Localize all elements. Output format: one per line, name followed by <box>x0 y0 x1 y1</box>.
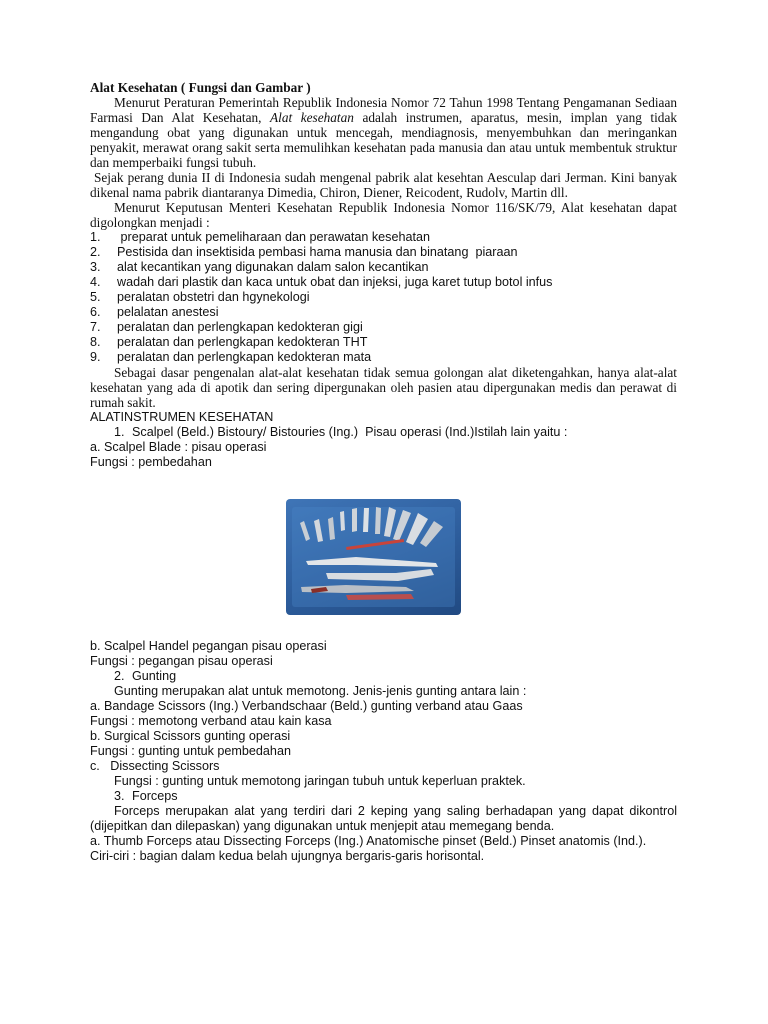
forceps-intro: Forceps merupakan alat yang terdiri dari 2 keping yang saling berhadapan yang dapat dikontrol (dijepitkan dan dilepaskan) yang digunakan untuk menjepit atau memegang benda. <box>90 804 677 833</box>
list-item: 3. alat kecantikan yang digunakan dalam salon kecantikan <box>90 260 429 274</box>
scalpel-blade-function: Fungsi : pembedahan <box>90 455 212 469</box>
list-item: 4. wadah dari plastik dan kaca untuk obat dan injeksi, juga karet tutup botol infus <box>90 275 553 289</box>
history-paragraph: Sejak perang dunia II di Indonesia sudah mengenal pabrik alat kesehtan Aesculap dari Jerman. Kini banyak dikenal nama pabrik diantaranya Dimedia, Chiron, Diener, Reicodent, Rudolv, Martin dll. <box>90 170 677 200</box>
document-title: Alat Kesehatan ( Fungsi dan Gambar ) <box>90 80 311 95</box>
intro-emphasis: Alat kesehatan <box>270 110 354 125</box>
thumb-forceps-item: a. Thumb Forceps atau Dissecting Forceps (Ing.) Anatomische pinset (Beld.) Pinset anatomis (Ind.). <box>90 834 647 848</box>
list-item: 1. preparat untuk pemeliharaan dan perawatan kesehatan <box>90 230 430 244</box>
dissecting-scissors-item: c. Dissecting Scissors <box>90 759 220 773</box>
scalpel-heading: 1. Scalpel (Beld.) Bistoury/ Bistouries (Ing.) Pisau operasi (Ind.)Istilah lain yaitu : <box>114 425 568 439</box>
forceps-heading: 3. Forceps <box>114 789 178 803</box>
thumb-forceps-characteristics: Ciri-ciri : bagian dalam kedua belah ujungnya bergaris-garis horisontal. <box>90 849 485 863</box>
list-item: 9. peralatan dan perlengkapan kedokteran mata <box>90 350 372 364</box>
list-item: 8. peralatan dan perlengkapan kedokteran THT <box>90 335 368 349</box>
gunting-heading: 2. Gunting <box>114 669 177 683</box>
category-list <box>90 230 677 365</box>
intro-paragraph <box>90 95 677 170</box>
list-item: 6. pelalatan anestesi <box>90 305 219 319</box>
gunting-intro: Gunting merupakan alat untuk memotong. Jenis-jenis gunting antara lain : <box>114 684 527 698</box>
dissecting-scissors-function: Fungsi : gunting untuk memotong jaringan tubuh untuk keperluan praktek. <box>114 774 526 788</box>
scalpel-handle-function: Fungsi : pegangan pisau operasi <box>90 654 273 668</box>
scalpel-blades-image <box>286 499 461 615</box>
list-item: 2. Pestisida dan insektisida pembasi hama manusia dan binatang piaraan <box>90 245 518 259</box>
surgical-scissors-function: Fungsi : gunting untuk pembedahan <box>90 744 291 758</box>
intro-text-cont: adalah instrumen, aparatus, mesin, implan yang tidak mengandung obat yang digunakan untuk mencegah, mendiagnosis, menyembuhkan dan meringankan penyakit, merawat orang sakit serta memulihkan kesehatan pada manusia dan atau untuk membentuk struktur dan memperbaiki fungsi tubuh. <box>90 110 677 170</box>
document-page <box>90 80 677 864</box>
list-item: 7. peralatan dan perlengkapan kedokteran gigi <box>90 320 363 334</box>
bandage-scissors-function: Fungsi : memotong verband atau kain kasa <box>90 714 332 728</box>
scalpel-handle-item: b. Scalpel Handel pegangan pisau operasi <box>90 639 327 653</box>
intro-text: Menurut Peraturan Pemerintah Republik Indonesia Nomor 72 Tahun 1998 Tentang Pengamanan Sediaan Farmasi Dan Alat Kesehatan, <box>90 95 677 125</box>
scalpel-blade-item: a. Scalpel Blade : pisau operasi <box>90 440 267 454</box>
scalpel-photo <box>286 499 461 615</box>
basis-paragraph: Sebagai dasar pengenalan alat-alat kesehatan tidak semua golongan alat diketengahkan, hanya alat-alat kesehatan yang ada di apotik dan sering dipergunakan oleh pasien atau dipergunakan medis dan perawat di rumah sakit. <box>90 365 677 410</box>
bandage-scissors-item: a. Bandage Scissors (Ing.) Verbandschaar (Beld.) gunting verband atau Gaas <box>90 699 523 713</box>
surgical-scissors-item: b. Surgical Scissors gunting operasi <box>90 729 291 743</box>
list-item: 5. peralatan obstetri dan hgynekologi <box>90 290 310 304</box>
section-heading: ALATINSTRUMEN KESEHATAN <box>90 410 274 424</box>
decree-paragraph: Menurut Keputusan Menteri Kesehatan Republik Indonesia Nomor 116/SK/79, Alat kesehatan dapat digolongkan menjadi : <box>90 200 677 230</box>
